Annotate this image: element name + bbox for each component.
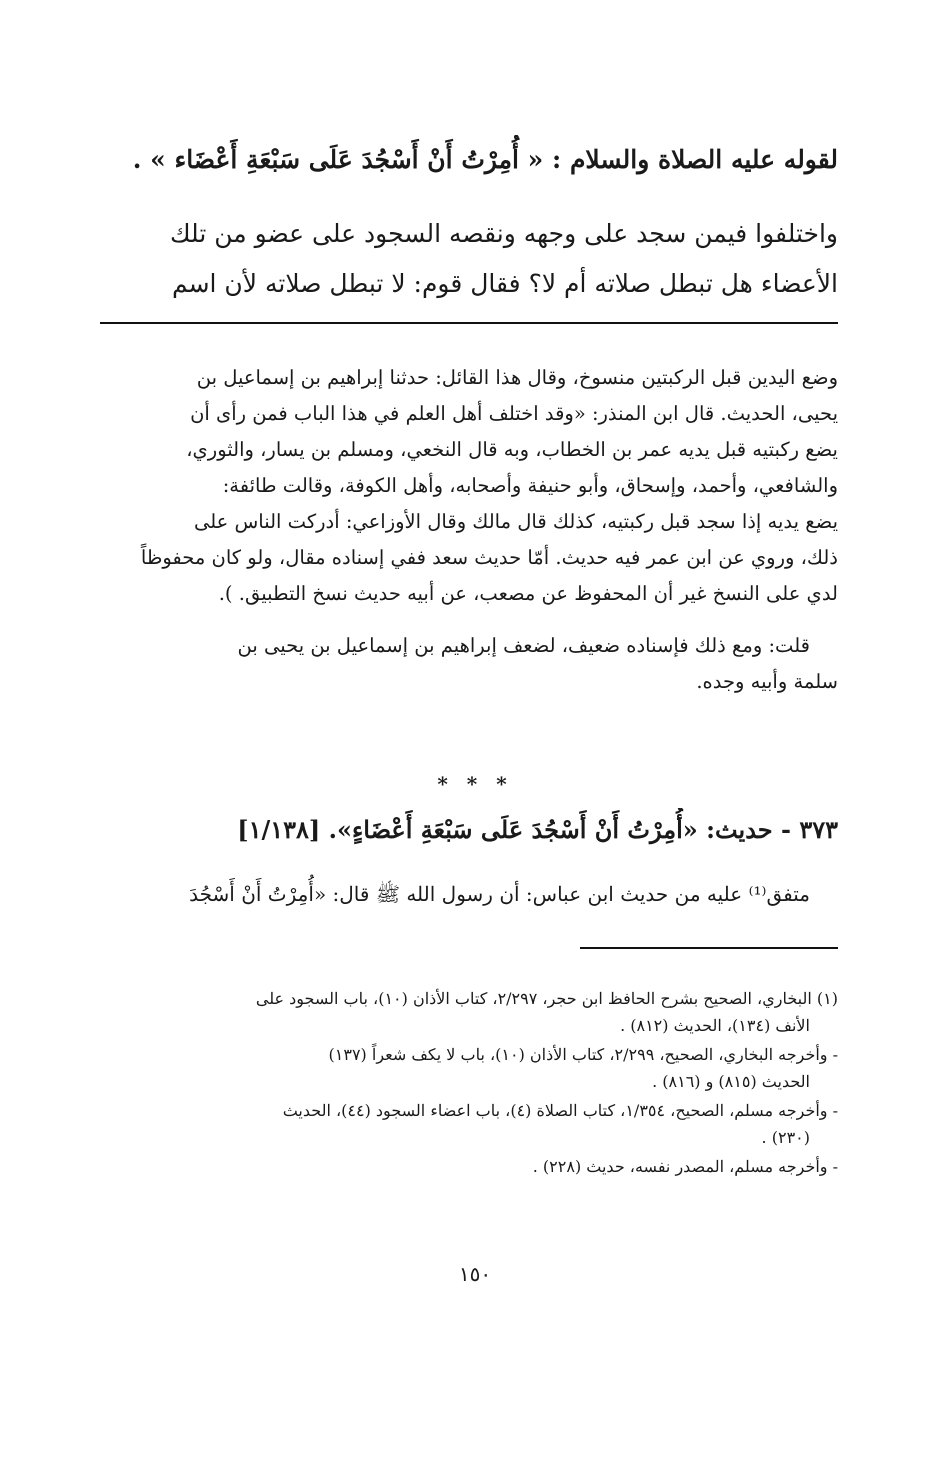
hadith-section (112, 808, 838, 914)
author-note-line: قلت: ومع ذلك فإسناده ضعيف، لضعف إبراهيم بن إسماعيل بن يحيى بن (237, 634, 810, 657)
commentary-line: يحيى، الحديث. قال ابن المنذر: «وقد اختلف أهل العلم في هذا الباب فمن رأى أن (190, 402, 838, 425)
footnote-line: - وأخرجه مسلم، الصحيح، ١/٣٥٤، كتاب الصلاة (٤)، باب اعضاء السجود (٤٤)، الحديث (282, 1101, 838, 1120)
main-text-line-3: الأعضاء هل تبطل صلاته أم لا؟ فقال قوم: لا تبطل صلاته لأن اسم (171, 269, 838, 298)
commentary-line: والشافعي، وأحمد، وإسحاق، وأبو حنيفة وأصحابه، وأهل الكوفة، وقالت طائفة: (222, 474, 838, 497)
author-note-line: سلمة وأبيه وجده. (696, 670, 838, 693)
footnote-line: - وأخرجه مسلم، المصدر نفسه، حديث (٢٢٨) . (532, 1157, 838, 1176)
footnote-line: (١) البخاري، الصحيح بشرح الحافظ ابن حجر، ٢/٢٩٧، كتاب الأذان (١٠)، باب السجود على (255, 989, 838, 1008)
footnotes (112, 985, 838, 1182)
footnote-entry (112, 1097, 838, 1151)
page-number: ١٥٠ (458, 1262, 492, 1286)
main-text (112, 135, 838, 309)
section-divider (100, 322, 838, 324)
section-separator: * * * (437, 772, 513, 796)
footnote-entry (112, 985, 838, 1039)
footnote-line: الحديث (٨١٥) و (٨١٦) . (652, 1072, 810, 1091)
footnote-divider (580, 947, 838, 949)
main-text-line-2: واختلفوا فيمن سجد على وجهه ونقصه السجود على عضو من تلك (169, 219, 838, 248)
hadith-text: متفق⁽¹⁾ عليه من حديث ابن عباس: أن رسول الله ﷺ قال: «أُمِرْتُ أَنْ أَسْجُدَ (189, 882, 810, 906)
commentary-line: يضع ركبتيه قبل يديه عمر بن الخطاب، وبه قال النخعي، ومسلم بن يسار، والثوري، (186, 438, 838, 461)
footnote-entry (112, 1041, 838, 1095)
footnote-line: - وأخرجه البخاري، الصحيح، ٢/٢٩٩، كتاب الأذان (١٠)، باب لا يكف شعراً (١٣٧) (328, 1045, 838, 1064)
footnote-entry (112, 1153, 838, 1180)
hadith-heading: ٣٧٣ - حديث: «أُمِرْتُ أَنْ أَسْجُدَ عَلَى سَبْعَةِ أَعْضَاءٍ». [١/١٣٨] (237, 815, 838, 844)
commentary (112, 360, 838, 700)
commentary-line: ذلك، وروي عن ابن عمر فيه حديث. أمّا حديث سعد ففي إسناده مقال، ولو كان محفوظاً (140, 546, 838, 569)
footnote-line: (٢٣٠) . (761, 1128, 810, 1147)
commentary-line: لدي على النسخ غير أن المحفوظ عن مصعب، عن أبيه حديث نسخ التطبيق. ). (218, 582, 838, 605)
main-text-line-1: لقوله عليه الصلاة والسلام : « أُمِرْتُ أَنْ أَسْجُدَ عَلَى سَبْعَةِ أَعْضَاء » . (132, 145, 838, 174)
commentary-line: وضع اليدين قبل الركبتين منسوخ، وقال هذا القائل: حدثنا إبراهيم بن إسماعيل بن (196, 366, 838, 389)
footnote-line: الأنف (١٣٤)، الحديث (٨١٢) . (620, 1016, 810, 1035)
commentary-line: يضع يديه إذا سجد قبل ركبتيه، كذلك قال مالك وقال الأوزاعي: أدركت الناس على (193, 510, 838, 533)
